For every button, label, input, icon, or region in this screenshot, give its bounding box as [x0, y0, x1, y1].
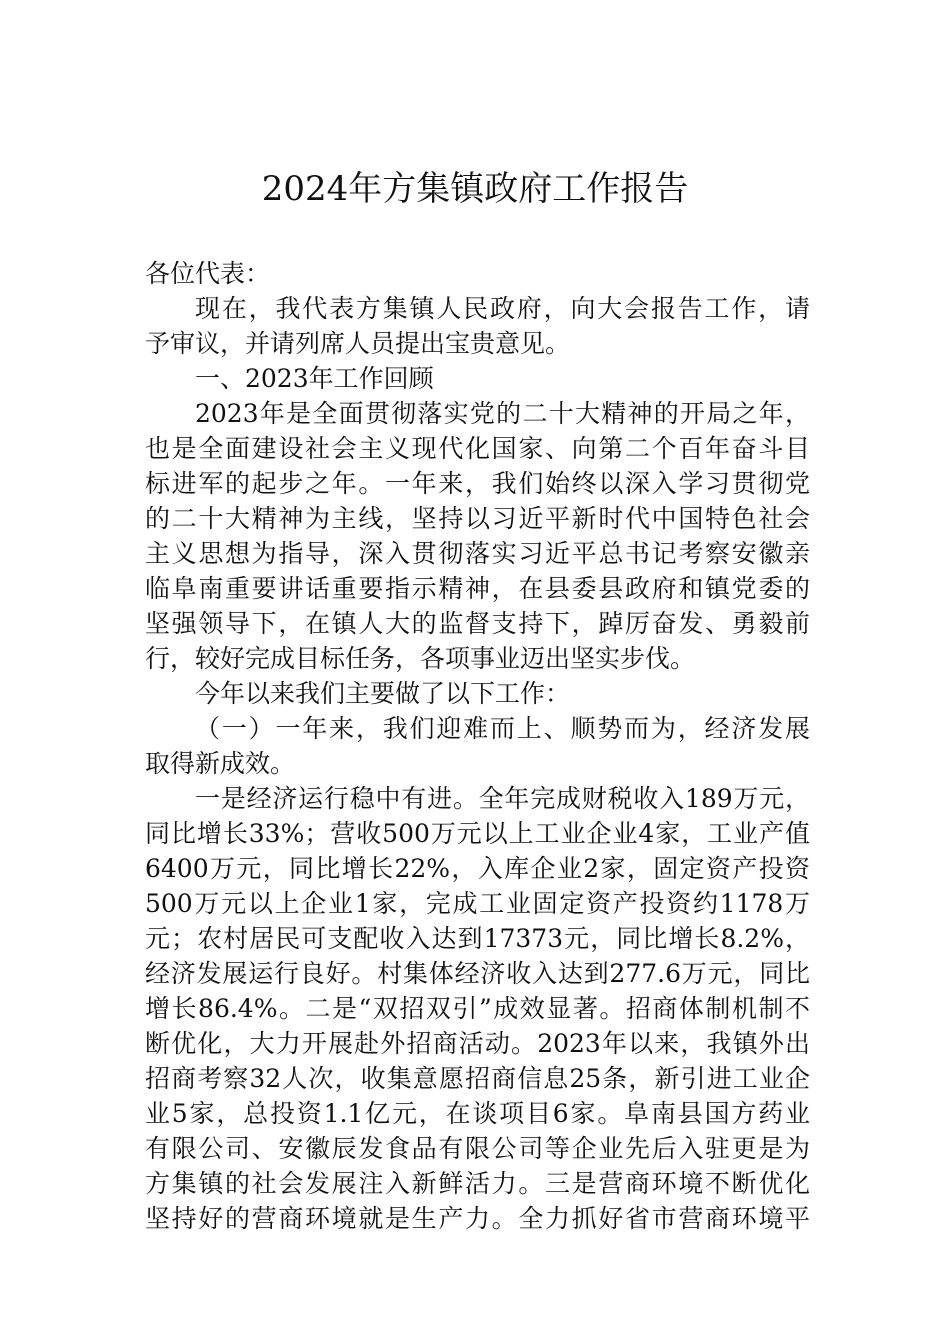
paragraph-line: 2023年是全面贯彻落实党的二十大精神的开局之年，: [195, 399, 810, 428]
paragraph-line: 断优化，大力开展赴外招商活动。2023年以来，我镇外出: [145, 1029, 810, 1058]
subsection-heading: 取得新成效。: [145, 749, 296, 778]
paragraph-line: 坚强领导下，在镇人大的监督支持下，踔厉奋发、勇毅前: [145, 609, 810, 638]
paragraph-line: 6400万元，同比增长22%，入库企业2家，固定资产投资: [145, 854, 810, 883]
paragraph-line: 现在，我代表方集镇人民政府，向大会报告工作，请: [195, 294, 810, 323]
paragraph-line: 方集镇的社会发展注入新鲜活力。三是营商环境不断优化: [145, 1169, 810, 1198]
paragraph-line: 主义思想为指导，深入贯彻落实习近平总书记考察安徽亲: [145, 539, 810, 568]
paragraph-line: 500万元以上企业1家，完成工业固定资产投资约1178万: [145, 889, 810, 918]
section-heading: 一、2023年工作回顾: [195, 364, 434, 393]
paragraph-line: 有限公司、安徽辰发食品有限公司等企业先后入驻更是为: [145, 1134, 810, 1163]
paragraph-line: 同比增长33%；营收500万元以上工业企业4家，工业产值: [145, 819, 810, 848]
paragraph-line: 标进军的起步之年。一年来，我们始终以深入学习贯彻党: [145, 469, 810, 498]
subsection-heading: （一）一年来，我们迎难而上、顺势而为，经济发展: [195, 714, 810, 743]
document-body: [145, 256, 810, 1236]
paragraph-line: 也是全面建设社会主义现代化国家、向第二个百年奋斗目: [145, 434, 810, 463]
paragraph-line: 行，较好完成目标任务，各项事业迈出坚实步伐。: [145, 644, 696, 673]
paragraph-line: 的二十大精神为主线，坚持以习近平新时代中国特色社会: [145, 504, 810, 533]
paragraph-line: 予审议，并请列席人员提出宝贵意见。: [145, 329, 571, 358]
document-title: 2024年方集镇政府工作报告: [261, 169, 689, 209]
paragraph-line: 招商考察32人次，收集意愿招商信息25条，新引进工业企: [145, 1064, 810, 1093]
paragraph-line: 业5家，总投资1.1亿元，在谈项目6家。阜南县国方药业: [145, 1099, 810, 1128]
paragraph-line: 临阜南重要讲话重要指示精神，在县委县政府和镇党委的: [145, 574, 810, 603]
paragraph-line: 增长86.4%。二是“双招双引”成效显著。招商体制机制不: [145, 994, 810, 1023]
paragraph-line: 坚持好的营商环境就是生产力。全力抓好省市营商环境平: [145, 1204, 810, 1233]
salutation-line: 各位代表：: [145, 259, 271, 288]
paragraph-line: 今年以来我们主要做了以下工作：: [195, 679, 571, 708]
paragraph-line: 元；农村居民可支配收入达到17373元，同比增长8.2%，: [145, 924, 810, 953]
paragraph-line: 经济发展运行良好。村集体经济收入达到277.6万元，同比: [145, 959, 810, 988]
paragraph-line: 一是经济运行稳中有进。全年完成财税收入189万元，: [195, 784, 810, 813]
